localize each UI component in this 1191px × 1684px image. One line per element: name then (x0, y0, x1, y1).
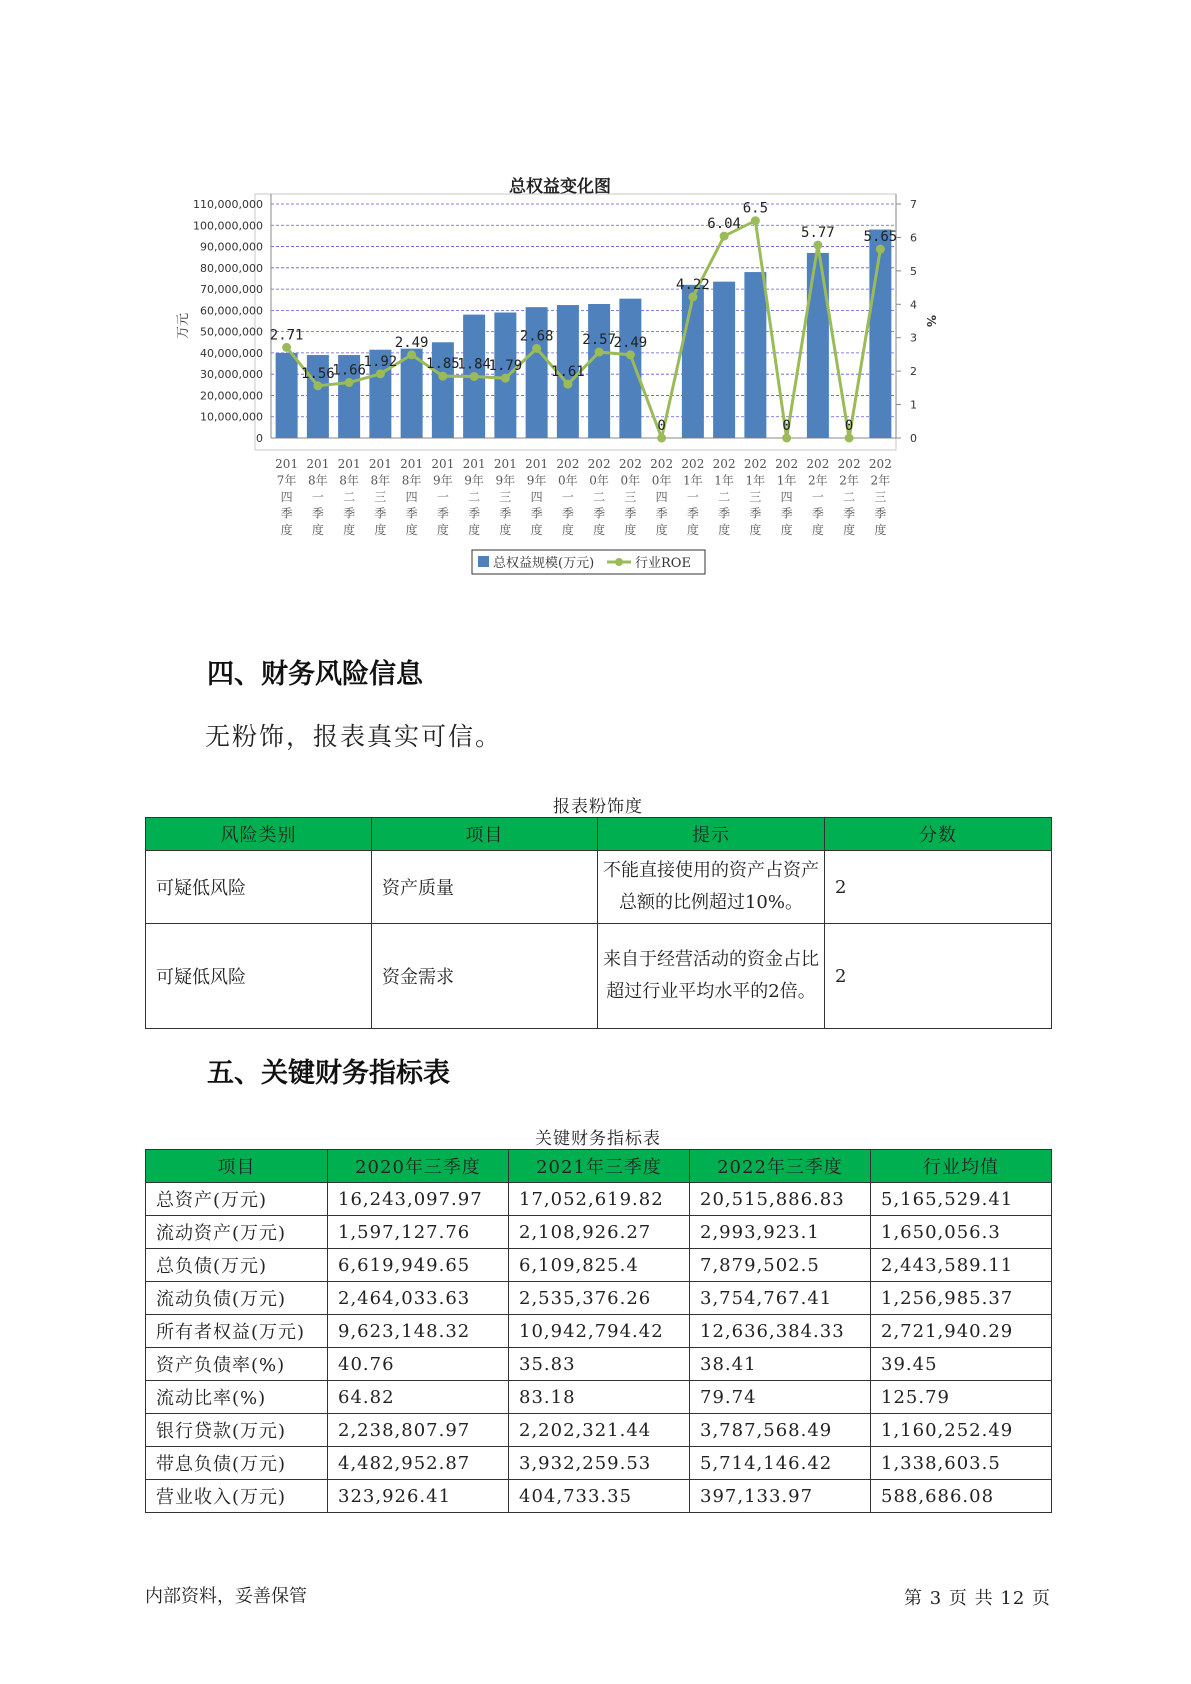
kpi-value-cell: 2,108,926.27 (509, 1216, 690, 1249)
x-tick-label: 三 (749, 490, 762, 504)
kpi-label-cell: 带息负债(万元) (146, 1447, 328, 1480)
kpi-table-body (146, 1183, 1052, 1513)
kpi-table-caption: 关键财务指标表 (535, 1129, 661, 1149)
x-tick-label: 202 (775, 457, 799, 471)
x-tick-label: 201 (275, 457, 299, 471)
x-tick-label: 季 (374, 506, 387, 521)
x-tick-label: 季 (718, 506, 731, 521)
table-row (146, 1282, 1052, 1315)
y2-tick-label: 4 (910, 298, 917, 312)
x-tick-label: 季 (436, 506, 449, 521)
tip-cell: 来自于经营活动的资金占比超过行业平均水平的2倍。 (598, 924, 825, 1029)
x-tick-label: 一 (561, 490, 574, 504)
table-row (146, 1480, 1052, 1513)
kpi-value-cell: 39.45 (871, 1348, 1052, 1381)
kpi-value-cell: 588,686.08 (871, 1480, 1052, 1513)
risk-type-cell: 可疑低风险 (146, 851, 372, 924)
x-tick-label: 度 (280, 523, 293, 537)
x-tick-label: 度 (780, 523, 793, 537)
legend-line-label: 行业ROE (635, 556, 691, 571)
roe-data-label: 1.66 (332, 362, 366, 379)
kpi-value-cell: 10,942,794.42 (509, 1315, 690, 1348)
bar (744, 272, 766, 438)
x-tick-label: 202 (650, 457, 674, 471)
kpi-value-cell: 20,515,886.83 (690, 1183, 871, 1216)
x-tick-label: 度 (874, 523, 887, 537)
x-tick-label: 季 (530, 506, 543, 521)
kpi-label-cell: 流动负债(万元) (146, 1282, 328, 1315)
roe-data-label: 2.68 (519, 328, 554, 345)
x-tick-label: 度 (655, 523, 668, 537)
x-tick-label: 四 (780, 490, 793, 504)
roe-data-label: 6.04 (707, 216, 741, 233)
x-tick-label: 度 (718, 523, 731, 537)
section5-heading: 五、关键财务指标表 (207, 1058, 450, 1089)
legend-bar-label: 总权益规模(万元) (493, 556, 595, 571)
x-tick-label: 度 (374, 523, 387, 537)
kpi-value-cell: 397,133.97 (690, 1480, 871, 1513)
kpi-value-cell: 1,256,985.37 (871, 1282, 1052, 1315)
table-row (146, 1381, 1052, 1414)
roe-point (595, 348, 604, 357)
x-tick-label: 季 (843, 506, 856, 521)
x-tick-label: 季 (311, 506, 324, 521)
x-tick-label: 0年 (558, 473, 578, 488)
x-tick-label: 四 (655, 490, 668, 504)
kpi-value-cell: 1,338,603.5 (871, 1447, 1052, 1480)
roe-data-label: 2.71 (269, 327, 304, 344)
x-tick-label: 三 (624, 490, 637, 504)
x-tick-label: 201 (431, 457, 455, 471)
roe-point (626, 350, 635, 359)
item-cell: 资金需求 (372, 924, 598, 1029)
y-tick-label: 90,000,000 (200, 240, 263, 254)
kpi-value-cell: 64.82 (328, 1381, 509, 1414)
x-tick-label: 季 (561, 506, 574, 521)
kpi-value-cell: 4,482,952.87 (328, 1447, 509, 1480)
x-tick-label: 202 (837, 457, 861, 471)
kpi-value-cell: 79.74 (690, 1381, 871, 1414)
y-tick-label: 60,000,000 (200, 304, 263, 318)
kpi-value-cell: 83.18 (509, 1381, 690, 1414)
kpi-value-cell: 6,619,949.65 (328, 1249, 509, 1282)
x-tick-label: 202 (618, 457, 642, 471)
section4-heading: 四、财务风险信息 (207, 659, 423, 690)
x-tick-label: 2年 (870, 473, 891, 488)
header-2022q3: 2022年三季度 (690, 1150, 871, 1183)
table-row (146, 1183, 1052, 1216)
x-tick-label: 季 (343, 506, 356, 521)
x-tick-label: 7年 (276, 473, 297, 488)
kpi-value-cell: 6,109,825.4 (509, 1249, 690, 1282)
bar (807, 253, 829, 438)
kpi-value-cell: 17,052,619.82 (509, 1183, 690, 1216)
kpi-value-cell: 1,160,252.49 (871, 1414, 1052, 1447)
x-tick-label: 一 (311, 490, 324, 504)
header-score: 分数 (825, 818, 1052, 851)
x-tick-label: 度 (593, 523, 606, 537)
y2-axis-label: % (924, 314, 938, 328)
roe-point (313, 381, 322, 390)
bar (276, 353, 298, 438)
kpi-value-cell: 1,597,127.76 (328, 1216, 509, 1249)
roe-data-label: 1.92 (363, 353, 398, 370)
roe-data-label: 5.65 (863, 229, 898, 246)
roe-data-label: 2.49 (394, 334, 429, 351)
x-tick-label: 2年 (839, 473, 859, 488)
kpi-label-cell: 所有者权益(万元) (146, 1315, 328, 1348)
kpi-value-cell: 40.76 (328, 1348, 509, 1381)
header-2021q3: 2021年三季度 (509, 1150, 690, 1183)
kpi-value-cell: 5,165,529.41 (871, 1183, 1052, 1216)
y2-tick-label: 2 (910, 365, 917, 379)
kpi-value-cell: 2,238,807.97 (328, 1414, 509, 1447)
y-tick-label: 20,000,000 (200, 389, 263, 403)
roe-data-label: 6.5 (742, 200, 769, 217)
x-tick-label: 度 (311, 523, 324, 537)
kpi-value-cell: 404,733.35 (509, 1480, 690, 1513)
kpi-value-cell: 323,926.41 (328, 1480, 509, 1513)
x-tick-label: 202 (556, 457, 580, 471)
roe-point (470, 372, 479, 381)
y-tick-label: 10,000,000 (200, 410, 263, 424)
kpi-value-cell: 2,202,321.44 (509, 1414, 690, 1447)
kpi-value-cell: 12,636,384.33 (690, 1315, 871, 1348)
x-tick-label: 二 (593, 490, 606, 504)
y-tick-label: 100,000,000 (193, 219, 263, 233)
x-tick-label: 201 (525, 457, 549, 471)
x-tick-label: 201 (337, 457, 361, 471)
x-tick-label: 度 (343, 523, 356, 537)
x-tick-label: 1年 (714, 473, 734, 488)
kpi-value-cell: 2,535,376.26 (509, 1282, 690, 1315)
legend-line-marker (615, 558, 623, 566)
roe-data-label: 1.85 (426, 356, 460, 373)
x-tick-label: 一 (436, 490, 449, 504)
bar (869, 230, 891, 438)
kpi-value-cell: 2,464,033.63 (328, 1282, 509, 1315)
x-tick-label: 三 (874, 490, 887, 504)
x-tick-label: 201 (462, 457, 486, 471)
table-row (146, 1447, 1052, 1480)
kpi-value-cell: 35.83 (509, 1348, 690, 1381)
x-tick-label: 1年 (683, 473, 703, 488)
x-tick-label: 202 (868, 457, 892, 471)
x-tick-label: 季 (780, 506, 793, 521)
roe-data-label: 1.56 (301, 365, 335, 382)
x-tick-label: 度 (686, 523, 699, 537)
roe-point (751, 216, 760, 225)
equity-chart (175, 166, 945, 621)
section4-text: 无粉饰，报表真实可信。 (205, 722, 503, 751)
x-tick-label: 0年 (589, 473, 609, 488)
header-tip: 提示 (598, 818, 825, 851)
risk-type-cell: 可疑低风险 (146, 924, 372, 1029)
roe-point (688, 292, 697, 301)
risk-table-header (146, 818, 1052, 851)
page-number: 第 3 页 共 12 页 (904, 1588, 1051, 1609)
y-tick-label: 30,000,000 (200, 368, 263, 382)
x-tick-label: 度 (561, 523, 574, 537)
roe-point (782, 434, 791, 443)
table-row (146, 851, 1052, 924)
bar (682, 285, 704, 438)
kpi-label-cell: 资产负债率(%) (146, 1348, 328, 1381)
x-tick-label: 度 (468, 523, 481, 537)
kpi-label-cell: 总负债(万元) (146, 1249, 328, 1282)
kpi-value-cell: 2,721,940.29 (871, 1315, 1052, 1348)
x-tick-label: 201 (400, 457, 424, 471)
y2-tick-label: 6 (910, 231, 917, 245)
roe-point (438, 372, 447, 381)
bar (619, 299, 641, 438)
kpi-value-cell: 38.41 (690, 1348, 871, 1381)
table-row (146, 1216, 1052, 1249)
x-tick-label: 四 (280, 490, 293, 504)
table-row (146, 1315, 1052, 1348)
x-tick-label: 9年 (526, 473, 547, 488)
x-tick-label: 四 (530, 490, 543, 504)
y-tick-label: 110,000,000 (193, 198, 263, 211)
x-tick-label: 度 (405, 523, 418, 537)
x-tick-label: 201 (493, 457, 517, 471)
x-tick-label: 季 (686, 506, 699, 521)
roe-point (657, 434, 666, 443)
kpi-value-cell: 2,443,589.11 (871, 1249, 1052, 1282)
x-tick-label: 202 (743, 457, 767, 471)
x-tick-label: 季 (811, 506, 824, 521)
roe-point (407, 350, 416, 359)
x-tick-label: 季 (468, 506, 481, 521)
kpi-value-cell: 16,243,097.97 (328, 1183, 509, 1216)
x-tick-label: 9年 (495, 473, 516, 488)
x-tick-label: 度 (749, 523, 762, 537)
x-tick-label: 二 (718, 490, 731, 504)
bar (713, 282, 735, 438)
roe-data-label: 0 (657, 418, 666, 434)
x-tick-label: 2年 (808, 473, 828, 488)
y-tick-label: 80,000,000 (200, 261, 263, 275)
kpi-label-cell: 营业收入(万元) (146, 1480, 328, 1513)
x-tick-label: 季 (624, 506, 637, 521)
roe-data-label: 1.84 (457, 356, 491, 373)
roe-point (282, 343, 291, 352)
kpi-value-cell: 3,932,259.53 (509, 1447, 690, 1480)
y2-tick-label: 0 (910, 432, 917, 445)
x-tick-label: 季 (499, 506, 512, 521)
roe-data-label: 4.22 (676, 276, 710, 293)
y-tick-label: 70,000,000 (200, 283, 263, 297)
x-tick-label: 四 (405, 490, 418, 504)
kpi-label-cell: 流动资产(万元) (146, 1216, 328, 1249)
roe-data-label: 2.57 (582, 332, 616, 349)
x-tick-label: 度 (530, 523, 543, 537)
x-tick-label: 二 (343, 490, 356, 504)
x-tick-label: 三 (374, 490, 387, 504)
kpi-value-cell: 5,714,146.42 (690, 1447, 871, 1480)
risk-table (145, 817, 1052, 1029)
roe-point (501, 374, 510, 383)
kpi-table (145, 1149, 1052, 1513)
roe-point (845, 434, 854, 443)
risk-table-caption: 报表粉饰度 (553, 797, 643, 817)
y-axis-label: 万元 (176, 312, 191, 340)
table-row (146, 1249, 1052, 1282)
roe-data-label: 1.79 (488, 358, 523, 375)
x-tick-label: 季 (874, 506, 887, 521)
y2-tick-label: 5 (910, 264, 917, 278)
roe-point (813, 241, 822, 250)
x-tick-label: 季 (280, 506, 293, 521)
roe-point (376, 369, 385, 378)
roe-point (720, 232, 729, 241)
x-tick-label: 9年 (464, 473, 484, 488)
kpi-label-cell: 流动比率(%) (146, 1381, 328, 1414)
y2-tick-label: 7 (910, 198, 917, 211)
tip-cell: 不能直接使用的资产占资产总额的比例超过10%。 (598, 851, 825, 924)
bar (588, 304, 610, 438)
y-tick-label: 0 (256, 432, 263, 445)
x-tick-label: 二 (843, 490, 856, 504)
kpi-value-cell: 1,650,056.3 (871, 1216, 1052, 1249)
x-tick-label: 季 (405, 506, 418, 521)
roe-point (532, 344, 541, 353)
y-tick-label: 40,000,000 (200, 346, 263, 360)
table-row (146, 924, 1052, 1029)
x-tick-label: 度 (436, 523, 449, 537)
kpi-label-cell: 银行贷款(万元) (146, 1414, 328, 1447)
bar (401, 349, 423, 438)
y2-tick-label: 3 (910, 331, 917, 345)
roe-data-label: 0 (844, 418, 854, 434)
x-tick-label: 0年 (620, 473, 641, 488)
x-tick-label: 9年 (433, 473, 453, 488)
chart-title: 总权益变化图 (509, 177, 611, 197)
x-tick-label: 202 (806, 457, 830, 471)
roe-data-label: 0 (782, 418, 791, 434)
table-row (146, 1414, 1052, 1447)
x-tick-label: 季 (593, 506, 606, 521)
x-tick-label: 度 (499, 523, 512, 537)
x-tick-label: 202 (681, 457, 705, 471)
roe-data-label: 1.61 (551, 364, 585, 381)
x-tick-label: 1年 (745, 473, 766, 488)
x-tick-label: 度 (843, 523, 856, 537)
x-tick-label: 二 (468, 490, 481, 504)
x-tick-label: 202 (587, 457, 611, 471)
kpi-value-cell: 2,993,923.1 (690, 1216, 871, 1249)
kpi-table-header (146, 1150, 1052, 1183)
x-tick-label: 8年 (339, 473, 359, 488)
header-2020q3: 2020年三季度 (328, 1150, 509, 1183)
bar (526, 307, 548, 438)
header-risk-type: 风险类别 (146, 818, 372, 851)
table-row (146, 1348, 1052, 1381)
header-item: 项目 (372, 818, 598, 851)
footer-confidential: 内部资料，妥善保管 (145, 1586, 307, 1607)
legend-bar-swatch (478, 556, 489, 567)
x-tick-label: 8年 (401, 473, 422, 488)
x-tick-label: 202 (712, 457, 736, 471)
x-tick-label: 三 (499, 490, 512, 504)
x-tick-label: 一 (811, 490, 824, 504)
kpi-label-cell: 总资产(万元) (146, 1183, 328, 1216)
item-cell: 资产质量 (372, 851, 598, 924)
chart-svg (175, 166, 945, 621)
x-tick-label: 0年 (651, 473, 672, 488)
roe-point (345, 378, 354, 387)
roe-data-label: 2.49 (613, 334, 648, 351)
y2-tick-label: 1 (910, 398, 917, 412)
x-tick-label: 度 (624, 523, 637, 537)
score-cell: 2 (825, 924, 1052, 1029)
score-cell: 2 (825, 851, 1052, 924)
kpi-value-cell: 3,787,568.49 (690, 1414, 871, 1447)
header-item: 项目 (146, 1150, 328, 1183)
x-tick-label: 季 (749, 506, 762, 521)
y-tick-label: 50,000,000 (200, 325, 263, 339)
x-tick-label: 8年 (370, 473, 391, 488)
x-tick-label: 一 (686, 490, 699, 504)
kpi-value-cell: 3,754,767.41 (690, 1282, 871, 1315)
header-industry-avg: 行业均值 (871, 1150, 1052, 1183)
x-tick-label: 季 (655, 506, 668, 521)
x-tick-label: 1年 (776, 473, 797, 488)
kpi-value-cell: 7,879,502.5 (690, 1249, 871, 1282)
kpi-value-cell: 125.79 (871, 1381, 1052, 1414)
x-tick-label: 201 (306, 457, 330, 471)
x-tick-label: 度 (811, 523, 824, 537)
x-tick-label: 201 (368, 457, 392, 471)
roe-data-label: 5.77 (801, 225, 835, 242)
roe-point (876, 245, 885, 254)
kpi-value-cell: 9,623,148.32 (328, 1315, 509, 1348)
roe-point (563, 380, 572, 389)
x-tick-label: 8年 (308, 473, 328, 488)
